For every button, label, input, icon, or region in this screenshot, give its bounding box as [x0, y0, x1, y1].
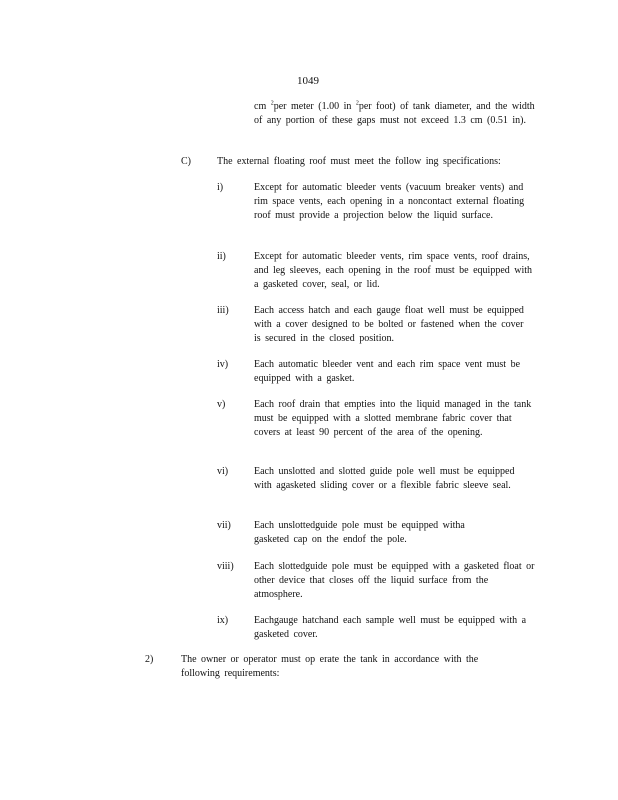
item-iv-marker: iv)	[217, 359, 229, 370]
item-v-marker: v)	[217, 399, 226, 410]
item-vi-text: Each unslotted and slotted guide pole well must be equipped with agasketed sliding cover or a flexible fabric sleeve seal.	[254, 466, 515, 491]
item-vii-marker: vii)	[217, 520, 231, 531]
section-c-text: The external floating roof must meet the follow ing specifications:	[217, 156, 501, 167]
item-i-marker: i)	[217, 182, 224, 193]
section-2-text: The owner or operator must op erate the tank in accordance with the following requirements:	[181, 654, 479, 679]
item-ix-marker: ix)	[217, 615, 229, 626]
continuation-paragraph	[254, 100, 536, 128]
item-i-text: Except for automatic bleeder vents (vacuum breaker vents) and rim space vents, each opening in a noncontact external floating roof must provide a projection below the liquid surface.	[254, 182, 525, 221]
section-2-marker: 2)	[145, 654, 154, 665]
continuation-prefix: cm	[254, 101, 267, 112]
superscript-2b: 2	[355, 100, 359, 107]
superscript-2a: 2	[270, 100, 274, 107]
item-viii-marker: viii)	[217, 561, 234, 572]
item-v-text: Each roof drain that empties into the liquid managed in the tank must be equipped with a slotted membrane fabric cover that covers at least 90 percent of the area of the opening.	[254, 399, 532, 438]
item-viii-text: Each slottedguide pole must be equipped with a gasketed float or other device that closes off the liquid surface from the atmosphere.	[254, 561, 535, 600]
page-number: 1049	[297, 75, 319, 87]
section-c-marker: C)	[181, 156, 191, 167]
item-vi-marker: vi)	[217, 466, 229, 477]
item-iv-text: Each automatic bleeder vent and each rim space vent must be equipped with a gasket.	[254, 359, 521, 384]
item-ix-text: Eachgauge hatchand each sample well must be equipped with a gasketed cover.	[254, 615, 527, 640]
item-ii-marker: ii)	[217, 251, 226, 262]
continuation-rest: per foot) of tank diameter, and the width of any portion of these gaps must not exceed 1.3 cm (0.51 in).	[254, 101, 535, 126]
continuation-mid: per meter (1.00 in	[273, 101, 352, 112]
item-vii-text: Each unslottedguide pole must be equipped witha gasketed cap on the endof the pole.	[254, 520, 465, 545]
item-iii-marker: iii)	[217, 305, 229, 316]
item-ii-text: Except for automatic bleeder vents, rim space vents, roof drains, and leg sleeves, each opening in the roof must be equipped with a gasketed cover, seal, or lid.	[254, 251, 533, 290]
item-iii-text: Each access hatch and each gauge float well must be equipped with a cover designed to be bolted or fastened when the cover is secured in the closed position.	[254, 305, 524, 344]
